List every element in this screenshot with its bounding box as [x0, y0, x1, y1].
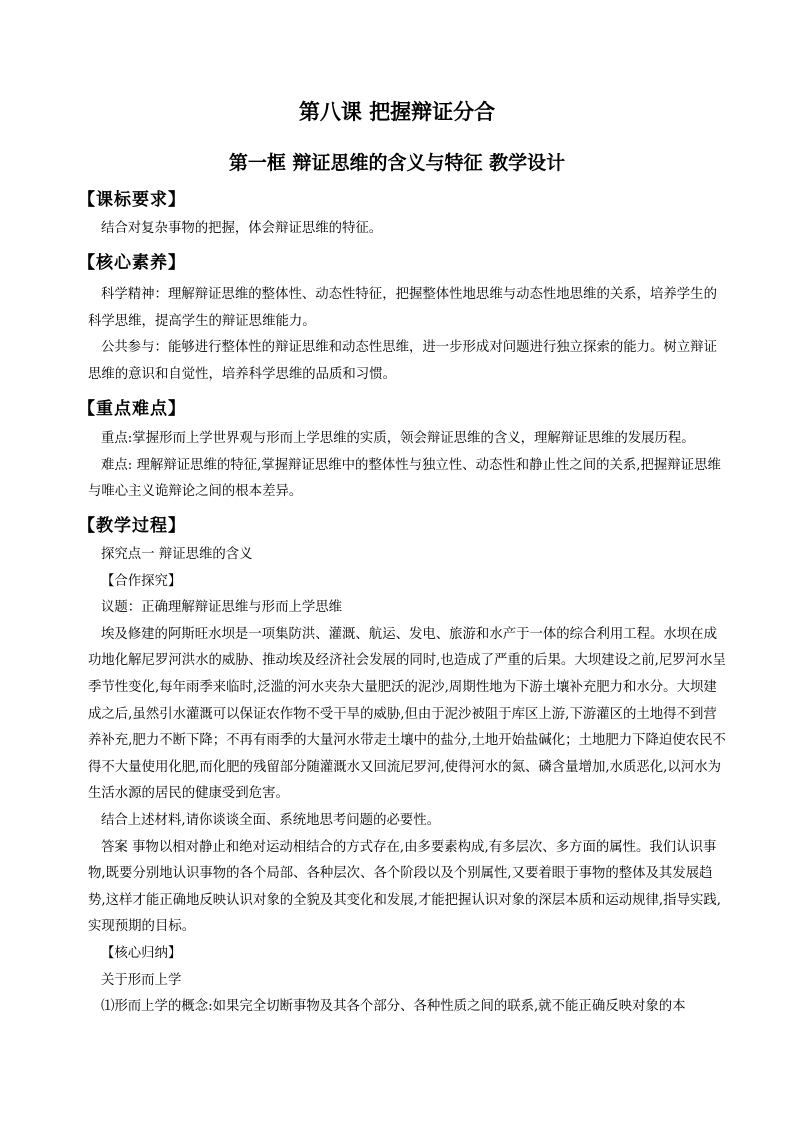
section-standard — [88, 216, 728, 243]
paragraph: 重点:掌握形而上学世界观与形而上学思维的实质，领会辩证思维的含义，理解辩证思维的发展历程。 — [101, 431, 695, 446]
paragraph: 【合作探究】 — [101, 573, 182, 589]
paragraph: 埃及修建的阿斯旺水坝是一项集防洪、灌溉、航运、发电、旅游和水产于一体的综合利用工程。水坝在成功地化解尼罗河洪水的威胁、推动埃及经济社会发展的同时,也造成了严重的后果。大坝建设之前,尼罗河水呈季节性变化,每年雨季来临时,泛滥的河水夹杂大量肥沃的泥沙,周期性地为下游土壤补充肥力和水分。大坝建成之后,虽然引水灌溉可以保证农作物不受干旱的威胁,但由于泥沙被阻于库区上游,下游灌区的土地得不到营养补充,肥力不断下降；不再有雨季的大量河水带走土壤中的盐分,土地开始盐碱化；土地肥力下降迫使农民不得不大量使用化肥,而化肥的残留部分随灌溉水又回流尼罗河,使得河水的氮、磷含量增加,水质恶化,以河水为生活水源的居民的健康受到危害。 — [88, 626, 726, 802]
section-key — [88, 426, 728, 506]
paragraph: 结合上述材料,请你谈谈全面、系统地思考问题的必要性。 — [101, 812, 441, 828]
heading-standard: 【课标要求】 — [78, 190, 186, 210]
section-literacy — [88, 282, 728, 388]
paragraph: 探究点一 辩证思维的含义 — [101, 547, 253, 562]
paragraph: 【核心归纳】 — [101, 945, 182, 961]
paragraph: 答案 事物以相对静止和绝对运动相结合的方式存在,由多要素构成,有多层次、多方面的属性。我们认识事物,既要分别地认识事物的各个局部、各种层次、各个阶段以及个别属性,又要着眼于事物的整体及其发展趋势,这样才能正确地反映认识对象的全貌及其变化和发展,才能把握认识对象的深层本质和运动规律,指导实践,实现预期的目标。 — [88, 839, 721, 935]
paragraph: 科学精神：理解辩证思维的整体性、动态性特征，把握整体性地思维与动态性地思维的关系，培养学生的科学思维，提高学生的辩证思维能力。 — [88, 287, 717, 329]
lesson-title: 第八课 把握辩证分合 — [298, 99, 496, 124]
heading-process: 【教学过程】 — [78, 516, 186, 536]
paragraph: 议题：正确理解辩证思维与形而上学思维 — [101, 600, 343, 616]
paragraph: 难点: 理解辩证思维的特征,掌握辩证思维中的整体性与独立性、动态性和静止性之间的关系,把握辩证思维与唯心主义诡辩论之间的根本差异。 — [88, 457, 721, 500]
heading-key: 【重点难点】 — [78, 399, 186, 419]
paragraph: 结合对复杂事物的把握，体会辩证思维的特征。 — [101, 221, 383, 236]
paragraph: 公共参与：能够进行整体性的辩证思维和动态性思维，进一步形成对问题进行独立探索的能力。树立辩证思维的意识和自觉性，培养科学思维的品质和习惯。 — [88, 340, 717, 382]
section-process — [88, 542, 728, 1021]
heading-literacy: 【核心素养】 — [78, 253, 186, 273]
lesson-subtitle: 第一框 辩证思维的含义与特征 教学设计 — [228, 152, 566, 174]
paragraph: 关于形而上学 — [101, 972, 182, 988]
paragraph: ⑴形而上学的概念:如果完全切断事物及其各个部分、各种性质之间的联系,就不能正确反映对象的本 — [101, 999, 686, 1015]
